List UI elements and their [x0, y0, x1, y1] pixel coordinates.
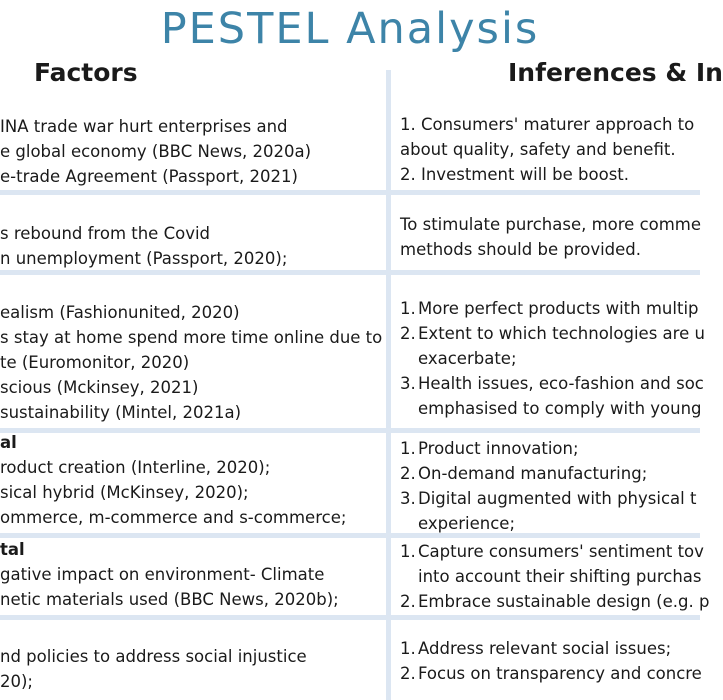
factor-line: e-trade Agreement (Passport, 2021)	[0, 167, 298, 186]
inference-line	[400, 636, 700, 661]
inference-text: More perfect products with multip	[418, 299, 699, 318]
inferences-cell-economic	[400, 212, 700, 262]
list-number: 1.	[400, 639, 416, 658]
factor-line: te (Euromonitor, 2020)	[0, 353, 190, 372]
page-title: PESTEL Analysis	[160, 4, 540, 54]
inference-line: experience;	[418, 514, 516, 533]
factor-heading: tal	[0, 540, 25, 559]
inference-line	[400, 461, 700, 486]
factor-line: roduct creation (Interline, 2020);	[0, 458, 271, 477]
inference-text: Extent to which technologies are u	[418, 324, 705, 343]
inference-line	[400, 436, 700, 461]
list-number: 2.	[400, 464, 416, 483]
factor-line: ealism (Fashionunited, 2020)	[0, 303, 240, 322]
list-number: 1.	[400, 542, 416, 561]
factor-line: ommerce, m-commerce and s-commerce;	[0, 508, 347, 527]
row-divider	[0, 615, 700, 620]
factor-line: scious (Mckinsey, 2021)	[0, 378, 199, 397]
factors-cell-political	[0, 114, 386, 189]
inference-line	[400, 486, 700, 511]
factor-heading: al	[0, 433, 17, 452]
factor-line: netic materials used (BBC News, 2020b);	[0, 590, 339, 609]
inference-text: On-demand manufacturing;	[418, 464, 648, 483]
factors-header: Factors	[34, 58, 138, 87]
column-divider	[386, 70, 391, 700]
inference-text: Health issues, eco-fashion and soc	[418, 374, 704, 393]
factor-line: sical hybrid (McKinsey, 2020);	[0, 483, 249, 502]
inference-text: Focus on transparency and concre	[418, 664, 702, 683]
list-number: 2.	[400, 664, 416, 683]
list-number: 2.	[400, 592, 416, 611]
inference-line: 1. Consumers' maturer approach to	[400, 115, 695, 134]
inference-text: Embrace sustainable design (e.g. p	[418, 592, 710, 611]
inference-line: about quality, safety and benefit.	[400, 140, 676, 159]
inference-line: exacerbate;	[418, 349, 517, 368]
factor-line: n unemployment (Passport, 2020);	[0, 249, 288, 268]
inference-text: Digital augmented with physical t	[418, 489, 697, 508]
inference-line: 2. Investment will be boost.	[400, 165, 630, 184]
factor-line: nd policies to address social injustice	[0, 647, 307, 666]
inferences-cell-legal	[400, 636, 700, 686]
inferences-cell-technological	[400, 436, 700, 536]
inference-text: Address relevant social issues;	[418, 639, 672, 658]
inference-line	[400, 321, 705, 346]
factors-cell-environmental	[0, 537, 386, 612]
inference-line: methods should be provided.	[400, 240, 642, 259]
inference-text: Capture consumers' sentiment tov	[418, 542, 704, 561]
inference-line	[400, 296, 700, 321]
factors-cell-economic	[0, 221, 386, 271]
factor-line: e global economy (BBC News, 2020a)	[0, 142, 312, 161]
factors-cell-social	[0, 300, 386, 425]
factor-line: s stay at home spend more time online due to	[0, 328, 383, 347]
factor-line: 20);	[0, 672, 33, 691]
list-number: 2.	[400, 324, 416, 343]
row-divider	[0, 190, 700, 195]
inference-line	[400, 539, 704, 564]
inferences-cell-political	[400, 112, 700, 187]
factor-line: gative impact on environment- Climate	[0, 565, 325, 584]
factor-line: s rebound from the Covid	[0, 224, 211, 243]
inference-line: into account their shifting purchas	[418, 567, 702, 586]
factors-cell-technological	[0, 430, 386, 530]
inferences-header: Inferences & In	[508, 58, 723, 87]
inference-text: Product innovation;	[418, 439, 579, 458]
inferences-cell-social	[400, 296, 705, 421]
list-number: 3.	[400, 489, 416, 508]
list-number: 1.	[400, 439, 416, 458]
inference-line	[400, 371, 704, 396]
list-number: 3.	[400, 374, 416, 393]
factor-line: sustainability (Mintel, 2021a)	[0, 403, 242, 422]
inference-line	[400, 661, 700, 686]
inference-line: emphasised to comply with young	[418, 399, 702, 418]
inference-line: To stimulate purchase, more comme	[400, 215, 702, 234]
factor-line: INA trade war hurt enterprises and	[0, 117, 288, 136]
list-number: 1.	[400, 299, 416, 318]
inference-line	[400, 589, 710, 614]
factors-cell-legal	[0, 644, 386, 694]
inferences-cell-environmental	[400, 539, 710, 614]
